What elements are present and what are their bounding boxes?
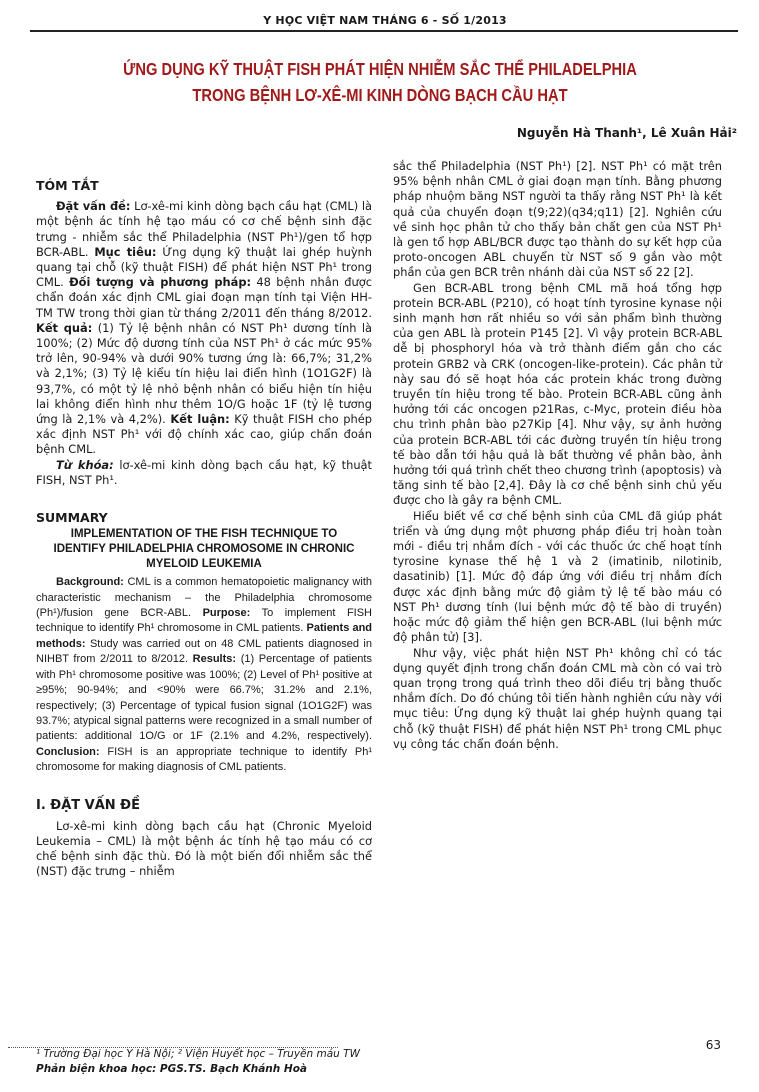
abstract-label-background: Đặt vấn đề: bbox=[56, 199, 131, 214]
section-1-heading: I. ĐẶT VẤN ĐỀ bbox=[36, 797, 140, 813]
summary-title: IMPLEMENTATION OF THE FISH TECHNIQUE TO IDENTIFY PHILADELPHIA CHROMOSOME IN CHRONIC MYELOID LEUKEMIA bbox=[53, 528, 355, 571]
abstract-label-methods: Đối tượng và phương pháp: bbox=[69, 275, 252, 290]
right-column bbox=[393, 159, 722, 752]
page-number: 63 bbox=[705, 1038, 721, 1052]
header-rule bbox=[30, 30, 738, 32]
body-paragraph: sắc thể Philadelphia (NST Ph¹) [2]. NST Ph¹ có mặt trên 95% bệnh nhân CML ở giai đoạn mạn tính. Bằng phương pháp nhuộm băng NST người ta thấy rằng NST Ph¹ là kết quả của chuyển đoạn t(9;22)(q34;q11) [2]. Nghiên cứu về sinh học phân tử cho thấy bản chất gen của NST Ph¹ là gen tổ hợp ABL/BCR được tạo thành do sự kết hợp của proto-oncogen ABL chuyển từ NST số 9 gắn vào một phần của gen BCR trên nhánh dài của NST số 22 [2]. bbox=[393, 159, 722, 280]
reviewer-footnote: Phản biện khoa học: PGS.TS. Bạch Khánh Hoà bbox=[36, 1063, 308, 1075]
summary-text: To implement FISH technique to identify Ph¹ chromosome in CML patients. bbox=[36, 607, 372, 635]
summary-text: (1) Percentage of patients with Ph¹ chromosome positive was 100%; (2) Level of Ph¹ positive at ≥95%; 90-94%; and <90% were 66.7%; 31.2% and 2.1%, respectively; (3) Percentage of typical fusion signal (1O1G2F) was 93.7%; atypical signal patterns were recognized in a small number of patients: additional 1O/G or 1F (2.1% and 4.2%, respectively). bbox=[36, 653, 372, 743]
summary-label-methods: Patients and methods: bbox=[36, 622, 373, 650]
left-column bbox=[36, 170, 372, 880]
affiliation-footnote: ¹ Trường Đại học Y Hà Nội; ² Viện Huyết học – Truyền máu TW bbox=[36, 1048, 360, 1060]
intro-paragraph: Lơ-xê-mi kinh dòng bạch cầu hạt (Chronic Myeloid Leukemia – CML) là một bệnh ác tính hệ tạo máu có cơ chế bệnh sinh đặc thù. Đó là một biến đổi nhiễm sắc thể (NST) đặc trưng – nhiễm bbox=[36, 818, 372, 879]
summary-heading: SUMMARY bbox=[36, 510, 108, 526]
summary-label-background: Background: bbox=[56, 576, 124, 589]
summary-paragraph bbox=[36, 575, 372, 775]
abstract-text: Kỹ thuật FISH cho phép xác định NST Ph¹ với độ chính xác cao, giúp chẩn đoán bệnh CML. bbox=[36, 412, 372, 457]
abstract-text: Lơ-xê-mi kinh dòng bạch cầu hạt (CML) là một bệnh ác tính hệ tạo máu có cơ chế bệnh sinh đặc trưng - nhiễm sắc thể Philadelphia (NST Ph¹)/gen tổ hợp BCR-ABL. bbox=[36, 199, 372, 259]
keywords-label: Từ khóa: bbox=[56, 457, 114, 472]
abstract-label-results: Kết quả: bbox=[36, 320, 93, 335]
article-title bbox=[111, 56, 649, 108]
abstract-text: (1) Tỷ lệ bệnh nhân có NST Ph¹ dương tính là 100%; (2) Mức độ dương tính của NST Ph¹ ở các mức 95% trở lên, 90-94% và dưới 90% tương ứng là: 66,7%; 31,2% và 2,1%; (3) Tỷ lệ kiểu tín hiệu lai điển hình (1O1G2F) là 93,7%, có một tỷ lệ nhỏ bệnh nhân có biểu hiện tín hiệu lai không điển hình như thêm 1O/G hoặc 1F (tỷ lệ tương ứng là 2,1% và 4,2%). bbox=[36, 320, 373, 427]
summary-text: CML is a common hematopoietic malignancy with characteristic mechanism – the Philadelphia chromosome (Ph¹)/fusion gene BCR-ABL. bbox=[36, 576, 372, 620]
summary-text: FISH is an appropriate technique to identify Ph¹ chromosome for making diagnosis of CML patients. bbox=[36, 745, 372, 774]
abstract-label-conclusion: Kết luận: bbox=[170, 412, 230, 427]
authors: Nguyễn Hà Thanh¹, Lê Xuân Hải² bbox=[516, 126, 737, 140]
abstract-label-aim: Mục tiêu: bbox=[94, 244, 157, 259]
summary-label-conclusion: Conclusion: bbox=[36, 745, 100, 758]
abstract-heading: TÓM TẮT bbox=[36, 178, 99, 193]
journal-header: Y HỌC VIỆT NAM THÁNG 6 - SỐ 1/2013 bbox=[263, 14, 507, 27]
summary-label-purpose: Purpose: bbox=[202, 607, 251, 620]
abstract-paragraph bbox=[36, 199, 372, 457]
body-paragraph: Gen BCR-ABL trong bệnh CML mã hoá tổng hợp protein BCR-ABL (P210), có hoạt tính tyrosine kynase nội sinh mạnh hơn rất nhiều so với sản phẩm bình thường của gen ABL là protein P145 [2]. Vì vậy protein BCR-ABL dễ bị phosphoryl hóa và trở thành điểm gắn cho các protein GRB2 và CRK (oncogen-like-protein). Các phân tử này sau đó sẽ hoạt hóa các protein khác trong đường truyền tín hiệu trong tế bào. Protein BCR-ABL cũng ảnh hưởng tới các oncogen p21Ras, c-Myc, protein điều hòa chu trình phân bào p27Kip [4]. Như vậy, sự ảnh hưởng của protein BCR-ABL tới các đường truyền tín hiệu trong tế bào dẫn tới hậu quả là bất thường về phân bào, ảnh hưởng tới quá trình chết theo chương trình (apoptosis) và tăng sinh tế bào [2,4]. Đây là cơ chế bệnh sinh chủ yếu được cho là gây ra bệnh CML. bbox=[393, 280, 722, 508]
title-line-2: TRONG BỆNH LƠ-XÊ-MI KINH DÒNG BẠCH CẦU HẠT bbox=[192, 85, 568, 105]
title-line-1: ỨNG DỤNG KỸ THUẬT FISH PHÁT HIỆN NHIỄM SẮC THỂ PHILADELPHIA bbox=[123, 59, 637, 79]
body-paragraph: Hiểu biết về cơ chế bệnh sinh của CML đã giúp phát triển và ứng dụng một phương pháp điều trị hoàn toàn mới - điều trị nhắm đích - với các thuốc ức chế hoạt tính tyrosine kynase thế hệ 1 và 2 (imatinib, nilotinib, dasatinib) [1]. Mức độ đáp ứng với điều trị nhắm đích được xác định bằng mức độ giảm tỷ lệ tế bào máu có NST Ph¹ dương tính (lui bệnh mức độ tế bào di truyền) hoặc mức độ giảm thể hiện gen BCR-ABL (lui bệnh mức độ phân tử) [3]. bbox=[393, 508, 722, 645]
abstract-text: Ứng dụng kỹ thuật lai ghép huỳnh quang tại chỗ (kỹ thuật FISH) để phát hiện NST Ph¹ trong CML. bbox=[36, 244, 372, 290]
summary-label-results: Results: bbox=[192, 653, 237, 666]
keywords-text: lơ-xê-mi kinh dòng bạch cầu hạt, kỹ thuật FISH, NST Ph¹. bbox=[36, 457, 372, 487]
keywords bbox=[36, 458, 372, 488]
summary-text: Study was carried out on 48 CML patients diagnosed in NIHBT from 2/2011 to 8/2012. bbox=[36, 637, 372, 666]
body-paragraph: Như vậy, việc phát hiện NST Ph¹ không chỉ có tác dụng quyết định trong chẩn đoán CML mà còn có vai trò quan trọng trong quá trình theo dõi điều trị bằng thuốc nhắm đích. Do đó chúng tôi tiến hành nghiên cứu này với mục tiêu: Ứng dụng kỹ thuật lai ghép huỳnh quang tại chỗ (kỹ thuật FISH) để phát hiện NST Ph¹ trong CML phục vụ công tác chẩn đoán bệnh. bbox=[393, 645, 722, 751]
abstract-text: 48 bệnh nhân được chẩn đoán xác định CML giai đoạn mạn tính tại Viện HH-TM TW trong thời gian từ tháng 2/2011 đến tháng 8/2012. bbox=[36, 275, 372, 320]
